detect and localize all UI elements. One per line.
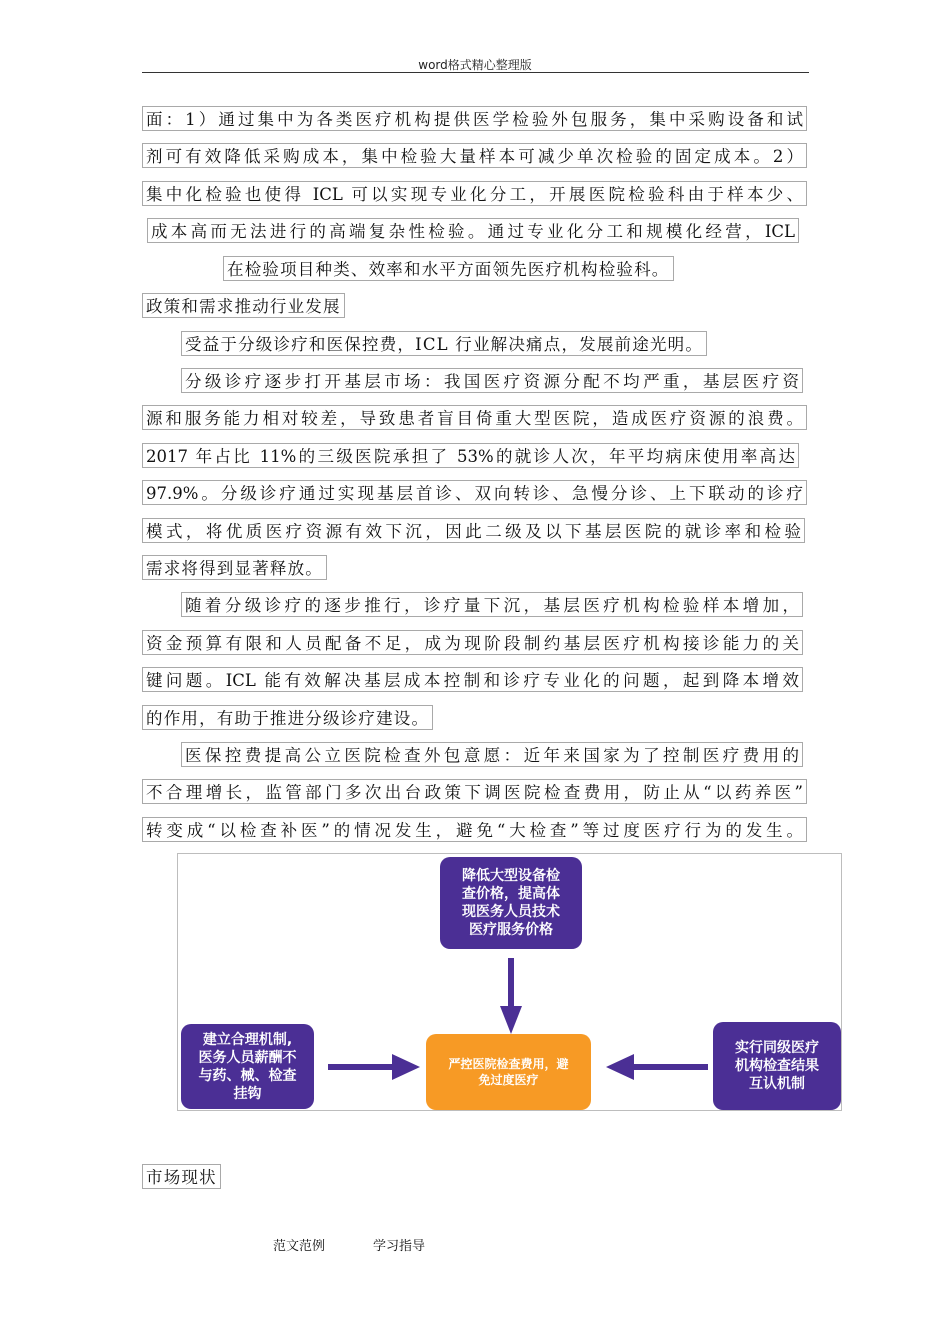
text-line: 剂可有效降低采购成本，集中检验大量样本可减少单次检验的固定成本。2） xyxy=(142,143,807,168)
policy-diagram xyxy=(177,853,842,1111)
text-line: 成本高而无法进行的高端复杂性检验。通过专业化分工和规模化经营，ICL xyxy=(147,218,799,243)
text-line: 需求将得到显著释放。 xyxy=(142,555,327,580)
arrow-down-head xyxy=(500,1006,522,1034)
top-box xyxy=(440,857,582,949)
right-box-line: 互认机制 xyxy=(749,1076,805,1092)
arrow-right-head xyxy=(392,1054,420,1080)
right-box-line: 机构检查结果 xyxy=(735,1058,819,1074)
top-box-line: 查价格，提高体 xyxy=(462,886,560,902)
arrow-left-shaft xyxy=(630,1064,708,1070)
page-header-title: word格式精心整理版 xyxy=(418,58,532,72)
arrow-left-head xyxy=(606,1054,634,1080)
top-box-line: 医疗服务价格 xyxy=(469,922,553,938)
text-line: 在检验项目种类、效率和水平方面领先医疗机构检验科。 xyxy=(223,256,674,281)
text-line: 97.9%。分级诊疗通过实现基层首诊、双向转诊、急慢分诊、上下联动的诊疗 xyxy=(142,480,807,505)
left-box-line: 建立合理机制, xyxy=(202,1031,293,1048)
text-line: 源和服务能力相对较差，导致患者盲目倚重大型医院，造成医疗资源的浪费。 xyxy=(142,405,807,430)
top-box-line: 现医务人员技术 xyxy=(462,904,560,920)
left-box-line: 与药、械、检查 xyxy=(198,1067,297,1084)
text-line: 集中化检验也使得 ICL 可以实现专业化分工，开展医院检验科由于样本少、 xyxy=(142,181,807,206)
left-box-line: 挂钩 xyxy=(233,1085,262,1102)
center-box xyxy=(426,1034,591,1110)
center-box-line: 免过度医疗 xyxy=(478,1073,539,1087)
section-heading: 政策和需求推动行业发展 xyxy=(142,293,345,318)
text-line: 医保控费提高公立医院检查外包意愿：近年来国家为了控制医疗费用的 xyxy=(181,742,803,767)
text-line: 受益于分级诊疗和医保控费，ICL 行业解决痛点，发展前途光明。 xyxy=(181,331,707,356)
left-box-line: 医务人员薪酬不 xyxy=(198,1049,297,1066)
center-box-line: 严控医院检查费用，避 xyxy=(448,1057,569,1071)
footer-left: 范文范例 xyxy=(273,1239,326,1254)
text-line: 资金预算有限和人员配备不足，成为现阶段制约基层医疗机构接诊能力的关 xyxy=(142,630,803,655)
right-box xyxy=(713,1022,841,1110)
text-line: 分级诊疗逐步打开基层市场：我国医疗资源分配不均严重，基层医疗资 xyxy=(181,368,803,393)
text-line: 转变成“以检查补医”的情况发生，避免“大检查”等过度医疗行为的发生。 xyxy=(142,817,807,842)
text-line: 键问题。ICL 能有效解决基层成本控制和诊疗专业化的问题，起到降本增效 xyxy=(142,667,803,692)
text-line: 2017 年占比 11%的三级医院承担了 53%的就诊人次，年平均病床使用率高达 xyxy=(142,443,799,468)
arrow-right-shaft xyxy=(328,1064,398,1070)
text-line: 不合理增长，监管部门多次出台政策下调医院检查费用，防止从“以药养医” xyxy=(142,779,807,804)
top-box-line: 降低大型设备检 xyxy=(462,868,560,884)
text-line: 面：1）通过集中为各类医疗机构提供医学检验外包服务，集中采购设备和试 xyxy=(142,106,807,131)
text-line: 模式，将优质医疗资源有效下沉，因此二级及以下基层医院的就诊率和检验 xyxy=(142,518,805,543)
left-box xyxy=(181,1024,314,1109)
right-box-line: 实行同级医疗 xyxy=(735,1040,819,1056)
section-title: 市场现状 xyxy=(142,1164,221,1189)
text-line: 随着分级诊疗的逐步推行，诊疗量下沉，基层医疗机构检验样本增加， xyxy=(181,592,803,617)
header-rule xyxy=(142,72,809,73)
arrow-down-shaft xyxy=(508,958,514,1010)
text-line: 的作用，有助于推进分级诊疗建设。 xyxy=(142,705,433,730)
footer-right: 学习指导 xyxy=(373,1239,426,1254)
